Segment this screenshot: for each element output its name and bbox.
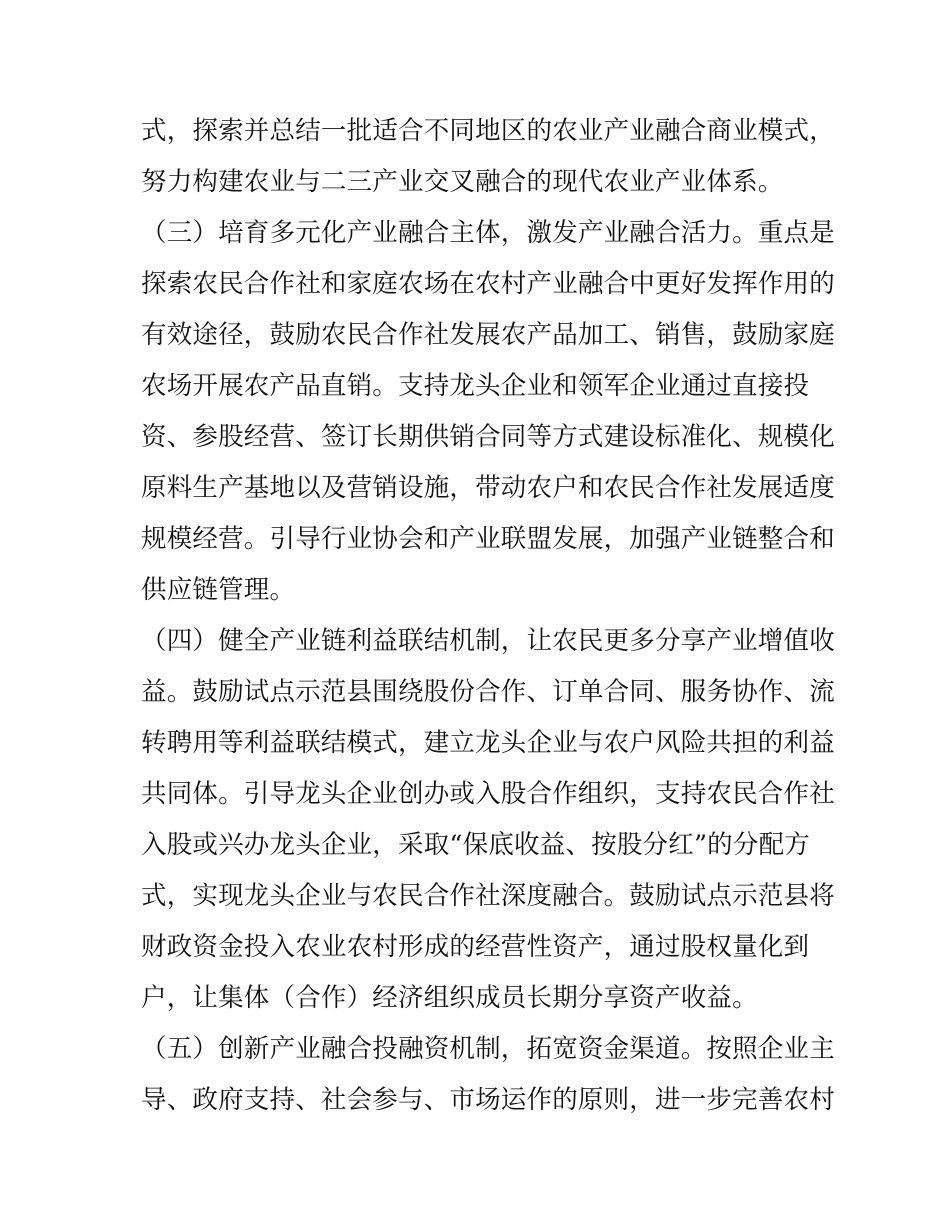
text-line-12: 益。鼓励试点示范县围绕股份合作、订单合同、服务协作、流 <box>141 677 835 707</box>
body-text <box>141 106 835 1126</box>
text-line-2: 努力构建农业与二三产业交叉融合的现代农业产业体系。 <box>141 167 784 197</box>
text-line-18: 户，让集体（合作）经济组织成员长期分享资产收益。 <box>141 983 758 1013</box>
text-line-15: 入股或兴办龙头企业，采取“保底收益、按股分红”的分配方 <box>141 830 810 860</box>
text-line-9: 规模经营。引导行业协会和产业联盟发展，加强产业链整合和 <box>141 524 835 554</box>
text-line-7: 资、参股经营、签订长期供销合同等方式建设标准化、规模化 <box>141 422 835 452</box>
text-line-4: 探索农民合作社和家庭农场在农村产业融合中更好发挥作用的 <box>141 269 835 299</box>
text-line-8: 原料生产基地以及营销设施，带动农户和农民合作社发展适度 <box>141 473 835 503</box>
section-3-heading-line: （三）培育多元化产业融合主体，激发产业融合活力。重点是 <box>141 218 835 248</box>
text-line-13: 转聘用等利益联结模式，建立龙头企业与农户风险共担的利益 <box>141 728 835 758</box>
text-line-5: 有效途径，鼓励农民合作社发展农产品加工、销售，鼓励家庭 <box>141 320 835 350</box>
text-line-1: 式，探索并总结一批适合不同地区的农业产业融合商业模式， <box>141 116 835 146</box>
text-line-14: 共同体。引导龙头企业创办或入股合作组织，支持农民合作社 <box>141 779 835 809</box>
section-5-heading-line: （五）创新产业融合投融资机制，拓宽资金渠道。按照企业主 <box>141 1034 835 1064</box>
text-line-6: 农场开展农产品直销。支持龙头企业和领军企业通过直接投 <box>141 371 810 401</box>
section-4-heading-line: （四）健全产业链利益联结机制，让农民更多分享产业增值收 <box>141 626 835 656</box>
text-line-20: 导、政府支持、社会参与、市场运作的原则，进一步完善农村 <box>141 1085 835 1115</box>
text-line-17: 财政资金投入农业农村形成的经营性资产，通过股权量化到 <box>141 932 810 962</box>
text-line-10: 供应链管理。 <box>141 575 296 605</box>
text-line-16: 式，实现龙头企业与农民合作社深度融合。鼓励试点示范县将 <box>141 881 835 911</box>
